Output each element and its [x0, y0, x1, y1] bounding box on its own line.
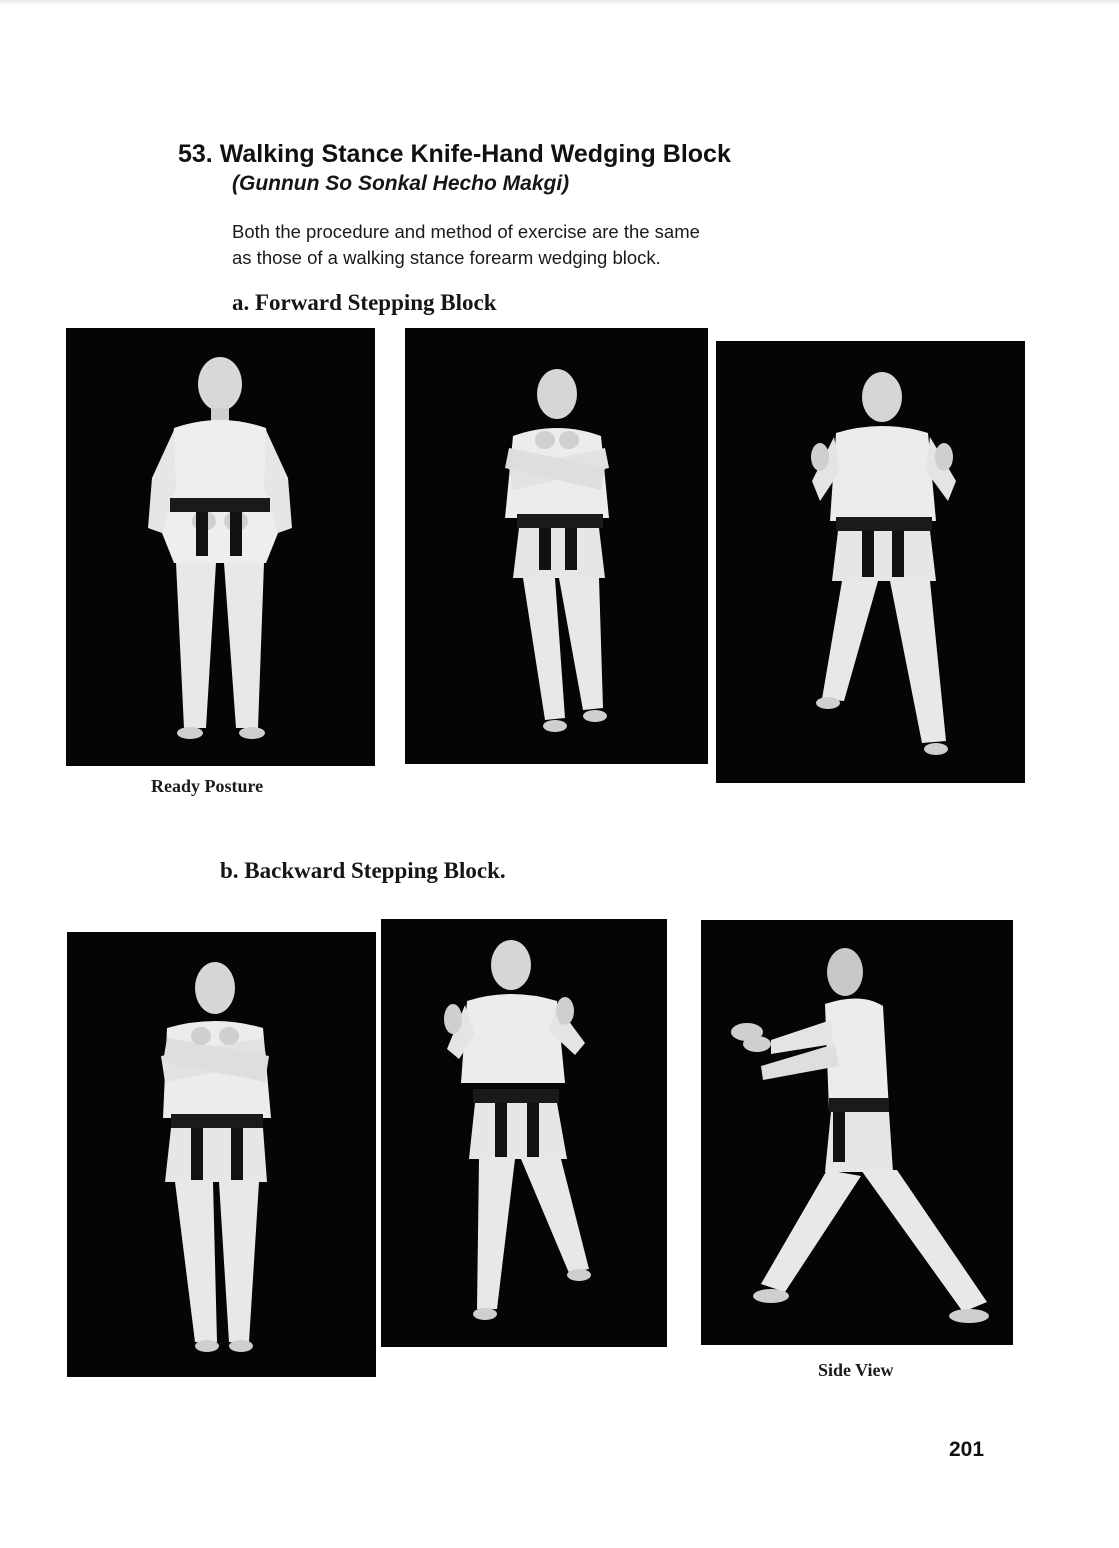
- caption-side-view: Side View: [818, 1360, 894, 1380]
- section-subtitle: (Gunnun So Sonkal Hecho Makgi): [232, 172, 570, 195]
- figure-hands-raised: [381, 919, 667, 1347]
- caption-ready-posture: Ready Posture: [151, 776, 264, 796]
- photo-side-view: [701, 920, 1013, 1345]
- photo-forward-hands-raised: [716, 341, 1025, 783]
- photo-backward-crossed-arms: [67, 932, 376, 1377]
- description-paragraph: [232, 219, 872, 271]
- figure-ready-posture: [66, 328, 375, 766]
- figure-crossed-arms: [405, 328, 708, 764]
- figure-side-stance: [701, 920, 1013, 1345]
- scan-edge-shade: [0, 0, 1119, 6]
- description-line: as those of a walking stance forearm wedging block.: [232, 247, 661, 268]
- page-number: 201: [949, 1438, 985, 1461]
- section-title: 53. Walking Stance Knife-Hand Wedging Block: [178, 140, 731, 168]
- figure-crossed-arms: [67, 932, 376, 1377]
- forward-stepping-heading: a. Forward Stepping Block: [232, 290, 497, 315]
- description-line: Both the procedure and method of exercise are the same: [232, 221, 700, 242]
- photo-ready-posture: [66, 328, 375, 766]
- backward-stepping-heading: b. Backward Stepping Block.: [220, 858, 506, 883]
- figure-hands-raised: [716, 341, 1025, 783]
- photo-backward-hands-raised: [381, 919, 667, 1347]
- photo-forward-crossed-arms: [405, 328, 708, 764]
